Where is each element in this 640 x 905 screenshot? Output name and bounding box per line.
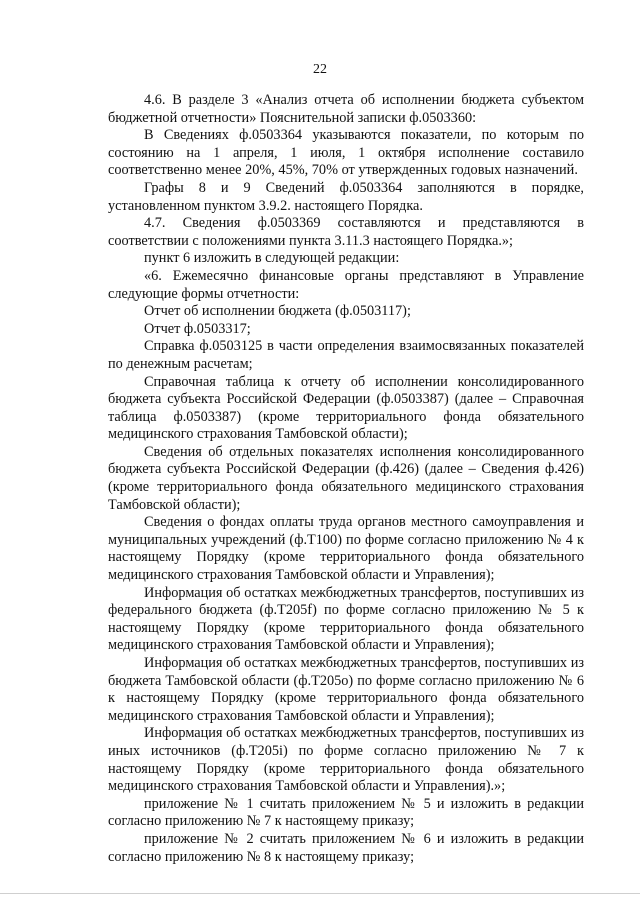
paragraph-6-monthly: «6. Ежемесячно финансовые органы представляют в Управление следующие формы отчетности: — [108, 267, 584, 302]
paragraph-prilozhenie-1: приложение № 1 считать приложением № 5 и изложить в редакции согласно приложению № 7 к настоящему приказу; — [108, 795, 584, 830]
paragraph-prilozhenie-2: приложение № 2 считать приложением № 6 и изложить в редакции согласно приложению № 8 к настоящему приказу; — [108, 830, 584, 865]
paragraph-grafy-8-9: Графы 8 и 9 Сведений ф.0503364 заполняются в порядке, установленном пунктом 3.9.2. настоящего Порядка. — [108, 179, 584, 214]
list-item-otchet-0503117: Отчет об исполнении бюджета (ф.0503117); — [144, 303, 411, 320]
page-number: 22 — [313, 62, 327, 77]
list-item-informaciya-t205f: Информация об остатках межбюджетных трансфертов, поступивших из федерального бюджета (ф.Т205f) по форме согласно приложению № 5 к настоящему Порядку (кроме территориального фонда обязательного медицинского страхования Тамбовской области и Управления); — [108, 584, 584, 654]
list-item-otchet-0503317: Отчет ф.0503317; — [144, 320, 251, 337]
list-item-informaciya-t205o: Информация об остатках межбюджетных трансфертов, поступивших из бюджета Тамбовской области (ф.Т205о) по форме согласно приложению № 6 к настоящему Порядку (кроме территориального фонда обязательного медицинского страхования Тамбовской области и Управления); — [108, 655, 584, 724]
list-item-svedeniya-t100: Сведения о фондах оплаты труда органов местного самоуправления и муниципальных учреждений (ф.Т100) по форме согласно приложению № 4 к настоящему Порядку (кроме территориального фонда обязательного медицинского страхования Тамбовской области и Управления); — [108, 514, 584, 584]
list-item-informaciya-t205i: Информация об остатках межбюджетных трансфертов, поступивших из иных источников (ф.Т205i) по форме согласно приложению № 7 к настоящему Порядку (кроме территориального фонда обязательного медицинского страхования Тамбовской области и Управления).»; — [108, 725, 584, 795]
list-item-svedeniya-426: Сведения об отдельных показателях исполнения консолидированного бюджета субъекта Российской Федерации (ф.426) (далее – Сведения ф.426) (кроме территориального фонда обязательного медицинского страхования Тамбовской области); — [108, 443, 584, 513]
document-body — [108, 92, 584, 866]
page-bottom-divider — [0, 893, 640, 894]
list-item-spravochnaya-tablica-0503387: Справочная таблица к отчету об исполнении консолидированного бюджета субъекта Российской Федерации (ф.0503387) (далее – Справочная таблица ф.0503387) (кроме территориального фонда обязательного медицинского страхования Тамбовской области); — [108, 373, 584, 443]
paragraph-4-7: 4.7. Сведения ф.0503369 составляются и представляются в соответствии с положениями пункта 3.11.3 настоящего Порядка.»; — [108, 215, 584, 249]
list-item-spravka-0503125: Справка ф.0503125 в части определения взаимосвязанных показателей по денежным расчетам; — [108, 338, 584, 372]
paragraph-punkt-6-intro: пункт 6 изложить в следующей редакции: — [144, 250, 400, 267]
paragraph-svedeniya-0503364: В Сведениях ф.0503364 указываются показатели, по которым по состоянию на 1 апреля, 1 июля, 1 октября исполнение составило соответственно менее 20%, 45%, 70% от утвержденных годовых назначений. — [108, 127, 584, 179]
paragraph-4-6-heading: 4.6. В разделе 3 «Анализ отчета об исполнении бюджета субъектом бюджетной отчетности» Пояснительной записки ф.0503360: — [108, 92, 584, 126]
